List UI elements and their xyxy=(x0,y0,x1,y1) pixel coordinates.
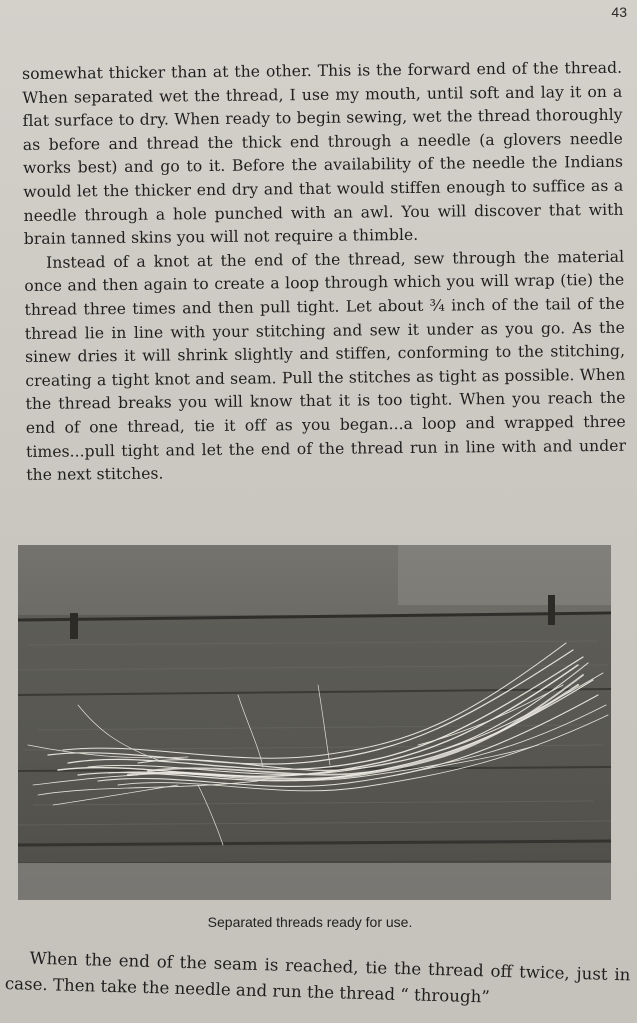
body-text xyxy=(22,57,626,488)
bottom-text xyxy=(5,945,631,1014)
separated-threads-photo xyxy=(18,545,611,900)
figure-caption: Separated threads ready for use. xyxy=(207,914,413,930)
paragraph-seam-end: When the end of the seam is reached, tie the thread off twice, just in case. Then take the needle and run the thread “ through” xyxy=(4,948,631,1007)
paragraph-continued: somewhat thicker than at the other. This is the forward end of the thread. When separated wet the thread, I use my mouth, until soft and lay it on a flat surface to dry. When ready to begin sewing, wet the thread thoroughly as before and thread the thick end through a needle (a glovers needle works best) and go to it. Before the availability of the needle the Indians would let the thicker end dry and that would stiffen enough to suffice as a needle through a hole punched with an awl. You will discover that with brain tanned skins you will not require a thimble. xyxy=(22,58,624,249)
paragraph-knot-instructions: Instead of a knot at the end of the thread, sew through the material once and then again to create a loop through which you will wrap (tie) the thread three times and then pull tight. Let about ¾ inch of the tail of the thread lie in line with your stitching and sew it under as you go. As the sinew dries it will shrink slightly and stiffen, conforming to the stitching, creating a tight knot and seam. Pull the stitches as tight as possible. When the thread breaks you will know that it is too tight. When you reach the end of one thread, tie it off as you began...a loop and wrapped three times...pull tight and let the end of the thread run in line with and under the next stitches. xyxy=(24,247,627,485)
page-number: 43 xyxy=(611,4,627,20)
